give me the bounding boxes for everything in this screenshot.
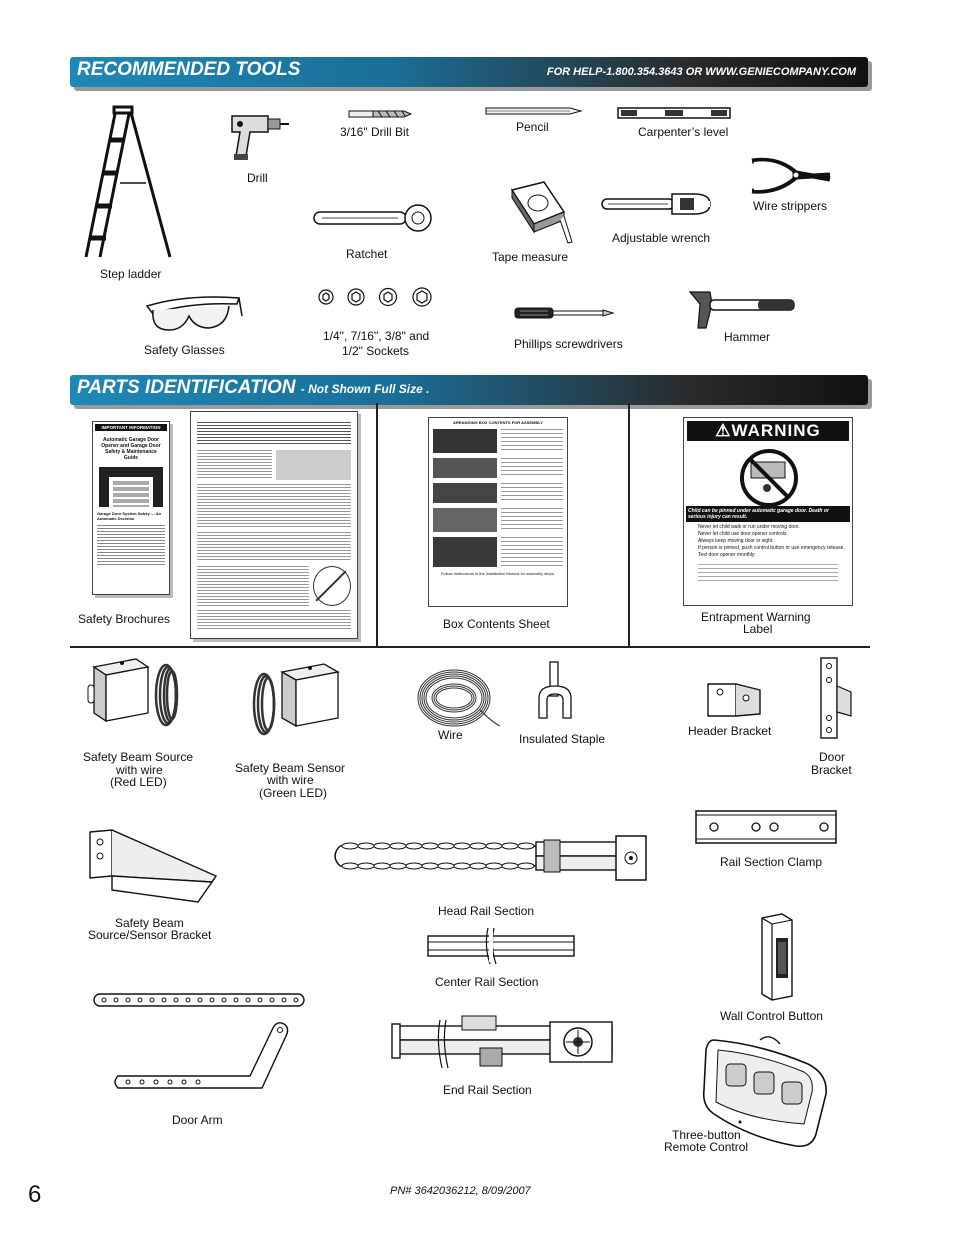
level-label: Carpenter’s level <box>638 125 729 139</box>
warning-bullet: If person is pinned, push control button or use emergency release. <box>698 545 845 551</box>
safety-beam-source-icon <box>84 655 188 735</box>
remote-line2: Remote Control <box>664 1140 749 1154</box>
adjustable-wrench-icon <box>600 190 712 218</box>
ratchet-icon <box>312 204 434 232</box>
insulated-staple-label: Insulated Staple <box>519 732 606 746</box>
tape-measure-icon <box>506 180 574 246</box>
sockets-label-line2: 1/2" Sockets <box>342 344 409 358</box>
beam-source-line3: (Red LED) <box>110 775 167 789</box>
phillips-label: Phillips screwdrivers <box>514 337 623 351</box>
beam-source-line1: Safety Beam Source <box>83 750 194 764</box>
divider-vertical-2 <box>628 403 630 647</box>
safety-brochures-label: Safety Brochures <box>78 612 171 626</box>
brochure-body-text <box>97 525 165 565</box>
warning-label-line1: Entrapment Warning <box>701 610 811 624</box>
safety-glasses-icon <box>143 292 243 336</box>
box-sheet-title: ARRANGING BOX CONTENTS FOR ASSEMBLY <box>453 420 543 425</box>
rail-section-clamp-icon <box>694 807 840 847</box>
step-ladder-icon <box>80 105 175 260</box>
warning-bullet: Test door opener monthly: <box>698 552 756 558</box>
door-arm-label: Door Arm <box>172 1113 223 1127</box>
tools-banner <box>70 57 868 87</box>
level-icon <box>617 107 731 119</box>
beam-bracket-line2: Source/Sensor Bracket <box>88 928 212 942</box>
brochure-safety-heading: Garage Door System Safety — An Automatic Decision <box>97 511 162 521</box>
wall-control-button-icon <box>758 912 794 1002</box>
header-bracket-icon <box>706 680 764 720</box>
door-bracket-line2: Bracket <box>811 763 852 777</box>
door-bracket-line1: Door <box>819 750 846 764</box>
step-ladder-label: Step ladder <box>100 267 162 281</box>
warning-headline: Child can be pinned under automatic garage door. Death or serious injury can result. <box>686 506 850 522</box>
safety-brochure-front <box>92 421 170 595</box>
beam-sensor-line3: (Green LED) <box>259 786 328 800</box>
end-rail-label: End Rail Section <box>443 1083 532 1097</box>
remote-line1: Three-button <box>672 1128 741 1142</box>
end-rail-section-icon <box>390 1012 622 1072</box>
door-bracket-icon <box>817 656 857 740</box>
parts-subtitle: - Not Shown Full Size . <box>300 382 430 396</box>
part-number: PN# 3642036212, 8/09/2007 <box>390 1185 531 1197</box>
head-rail-section-icon <box>330 830 650 894</box>
parts-title <box>77 377 429 399</box>
safety-beam-sensor-icon <box>246 660 350 740</box>
wall-control-label: Wall Control Button <box>720 1009 823 1023</box>
box-contents-sheet <box>428 417 568 607</box>
warning-header-text: WARNING <box>731 421 821 440</box>
wire-strippers-label: Wire strippers <box>753 199 828 213</box>
box-sheet-footer: Follow instructions in the Installation Manual for assembly steps. <box>441 571 555 576</box>
help-text: FOR HELP-1.800.354.3643 OR WWW.GENIECOMPANY.COM <box>546 66 856 78</box>
hammer-label: Hammer <box>724 330 771 344</box>
parts-title-text: PARTS IDENTIFICATION <box>77 377 296 398</box>
door-arm-icon <box>90 990 310 1106</box>
wire-strippers-icon <box>748 155 834 197</box>
rail-clamp-label: Rail Section Clamp <box>720 855 823 869</box>
adjustable-wrench-label: Adjustable wrench <box>612 231 711 245</box>
center-rail-section-icon <box>426 926 576 966</box>
beam-bracket-line1: Safety Beam <box>115 916 184 930</box>
entrapment-warning-label <box>683 417 853 606</box>
beam-sensor-line2: with wire <box>267 773 314 787</box>
center-rail-label: Center Rail Section <box>435 975 539 989</box>
insulated-staple-icon <box>537 660 573 724</box>
safety-glasses-label: Safety Glasses <box>144 343 225 357</box>
brochure-important: IMPORTANT INFORMATION <box>95 424 167 431</box>
safety-beam-bracket-icon <box>88 828 218 904</box>
beam-source-line2: with wire <box>116 763 163 777</box>
drill-label: Drill <box>247 171 268 185</box>
warning-bullet: Never let child walk or run under moving door. <box>698 524 800 530</box>
beam-sensor-line1: Safety Beam Sensor <box>235 761 346 775</box>
warning-bullets <box>698 524 848 559</box>
wire-label: Wire <box>438 728 463 742</box>
ratchet-label: Ratchet <box>346 247 388 261</box>
head-rail-label: Head Rail Section <box>438 904 535 918</box>
sockets-label-line1: 1/4", 7/16", 3/8" and <box>323 329 430 343</box>
drill-bit-icon <box>348 109 412 119</box>
warning-header: ⚠WARNING <box>687 421 849 441</box>
divider-horizontal <box>70 646 870 648</box>
tape-measure-label: Tape measure <box>492 250 569 264</box>
phillips-screwdriver-icon <box>514 305 614 321</box>
brochure-title: Automatic Garage Door Opener and Garage Door Safety & Maintenance Guide <box>101 437 161 461</box>
warning-bullet: Never let child use door opener controls. <box>698 531 788 537</box>
garage-illustration <box>99 467 163 507</box>
tools-title: RECOMMENDED TOOLS <box>77 59 301 80</box>
box-contents-label: Box Contents Sheet <box>443 617 550 631</box>
warning-label-line2: Label <box>743 622 773 636</box>
safety-brochure-inside <box>190 411 358 639</box>
hammer-icon <box>686 290 798 330</box>
drill-bit-label: 3/16" Drill Bit <box>340 125 409 139</box>
parts-banner <box>70 375 868 405</box>
warning-bullet: Always keep moving door in sight. <box>698 538 774 544</box>
pencil-icon <box>484 107 582 115</box>
pencil-label: Pencil <box>516 120 549 134</box>
wire-coil-icon <box>410 666 502 732</box>
divider-vertical-1 <box>376 403 378 647</box>
header-bracket-label: Header Bracket <box>688 724 772 738</box>
drill-icon <box>228 110 290 165</box>
sockets-icon <box>318 287 438 307</box>
page-number: 6 <box>28 1181 42 1208</box>
no-entry-icon <box>739 448 799 513</box>
